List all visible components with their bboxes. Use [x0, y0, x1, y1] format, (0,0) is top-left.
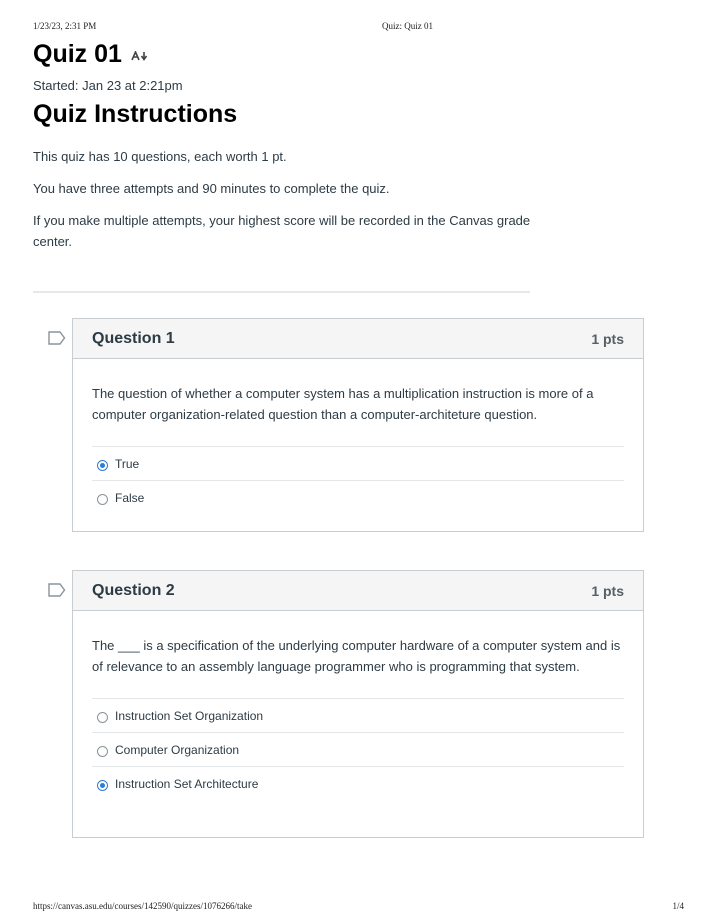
question-text: The question of whether a computer system has a multiplication instruction is more of a computer organization-related question than a computer-architeture question. — [92, 386, 594, 422]
quiz-title-text: Quiz 01 — [33, 40, 122, 68]
flag-icon[interactable] — [48, 583, 66, 597]
print-url: https://canvas.asu.edu/courses/142590/quizzes/1076266/take — [33, 901, 252, 911]
font-size-icon[interactable] — [131, 51, 149, 61]
answer-option-instruction-set-architecture[interactable] — [92, 766, 624, 800]
print-page-number: 1/4 — [672, 901, 684, 911]
answer-label: Computer Organization — [115, 742, 240, 757]
answer-list — [92, 446, 624, 514]
quiz-started-time: Started: Jan 23 at 2:21pm — [33, 78, 183, 93]
radio-selected[interactable] — [97, 780, 108, 791]
instruction-line: This quiz has 10 questions, each worth 1 pt. — [33, 149, 287, 164]
answer-label: True — [115, 456, 140, 471]
answer-option-true[interactable] — [92, 446, 624, 480]
instructions-heading: Quiz Instructions — [33, 100, 238, 128]
answer-label: False — [115, 490, 145, 505]
print-page-title: Quiz: Quiz 01 — [382, 21, 433, 31]
print-header — [33, 21, 684, 33]
instructions-body — [33, 146, 543, 263]
section-divider — [33, 291, 530, 293]
radio-unselected[interactable] — [97, 712, 108, 723]
instruction-line: If you make multiple attempts, your highest score will be recorded in the Canvas grade center. — [33, 213, 531, 249]
answer-option-computer-organization[interactable] — [92, 732, 624, 766]
answer-list — [92, 698, 624, 800]
answer-label: Instruction Set Organization — [115, 708, 264, 723]
radio-selected[interactable] — [97, 460, 108, 471]
print-footer — [33, 901, 684, 913]
quiz-title — [33, 40, 149, 69]
question-2 — [72, 570, 644, 838]
question-name: Question 1 — [92, 329, 175, 347]
question-1 — [72, 318, 644, 532]
answer-option-false[interactable] — [92, 480, 624, 514]
radio-unselected[interactable] — [97, 494, 108, 505]
question-points: 1 pts — [591, 582, 624, 599]
instruction-line: You have three attempts and 90 minutes to complete the quiz. — [33, 181, 390, 196]
answer-label: Instruction Set Architecture — [115, 776, 259, 791]
radio-unselected[interactable] — [97, 746, 108, 757]
print-datetime: 1/23/23, 2:31 PM — [33, 21, 97, 31]
question-header — [73, 319, 643, 359]
question-name: Question 2 — [92, 581, 175, 599]
flag-icon[interactable] — [48, 331, 66, 345]
answer-option-instruction-set-organization[interactable] — [92, 698, 624, 732]
question-text: The ___ is a specification of the underlying computer hardware of a computer system and is of relevance to an assembly language programmer who is programming that system. — [92, 638, 621, 674]
question-points: 1 pts — [591, 330, 624, 347]
question-header — [73, 571, 643, 611]
